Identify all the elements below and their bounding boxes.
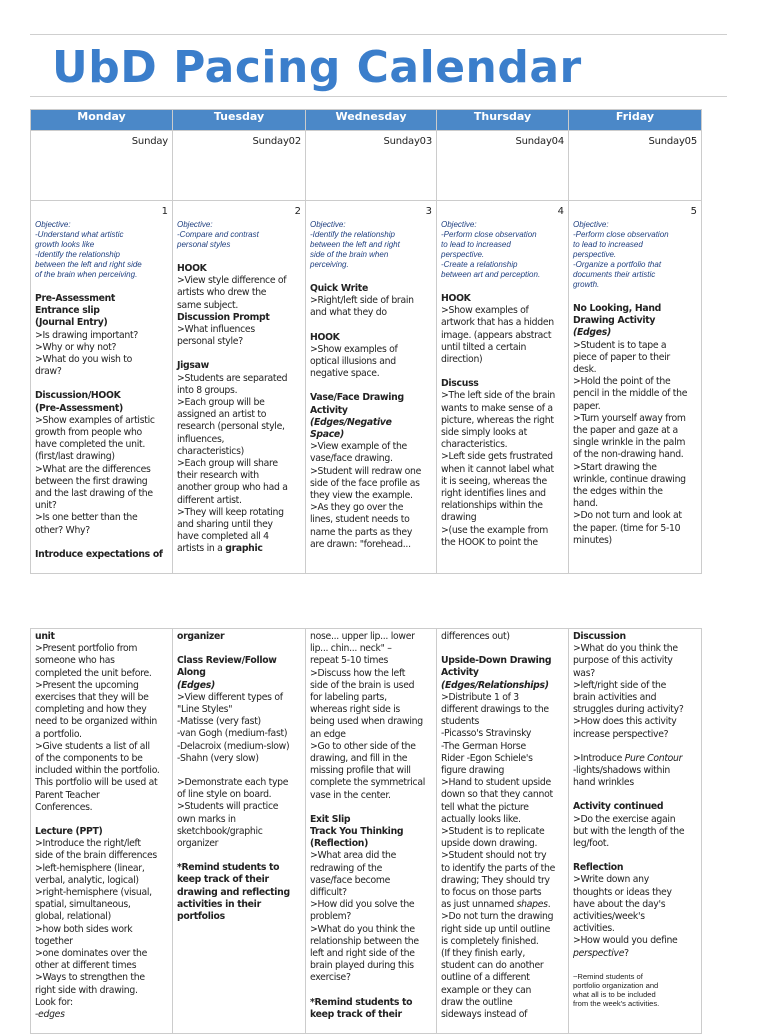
plan-text: >Introduce Pure Contour -lights/shadows within hand wrinkles — [573, 752, 683, 789]
day-cell — [569, 201, 702, 574]
plan-text: nose... upper lip... lower lip... chin... neck" – repeat 5-10 times >Discuss how the left side of the brain is used for labeling parts, whereas right side is being used when drawing an edge >Go to other side of the drawing, and fill in the missing profile that will complete the symmetrical vase in the center. — [310, 631, 426, 801]
plan-heading: Discussion Prompt — [177, 311, 270, 323]
objective-text: Objective: -Compare and contrast personal styles — [177, 220, 259, 249]
plan-block — [35, 826, 168, 1021]
continued-cell — [569, 629, 702, 1034]
continued-cell-content — [569, 629, 701, 1008]
plan-block — [310, 814, 432, 985]
objective-text: Objective: -Identify the relationship between the left and right side of the brain when perceiving. — [310, 220, 400, 269]
plan-text: >Student is to tape a piece of paper to their desk. >Hold the point of the pencil in the middle of the paper. >Turn yourself away from the paper and gaze at a single wrinkle in the palm of the non-drawing hand. >Start drawing the wrinkle, continue drawing the edges within the hand. >Do not turn and look at the paper. (time for 5-10 minutes) — [573, 339, 688, 546]
plan-heading: Jigsaw — [177, 360, 209, 372]
plan-heading: HOOK — [441, 293, 471, 304]
plan-text: >What area did the redrawing of the vase/face become difficult? >How did you solve the problem? >What do you think the relationship between the left and right side of the brain played during this exercise? — [310, 850, 419, 984]
objective-text: Objective: -Perform close observation to lead to increased perspective. -Create a relationship between art and perception. — [441, 220, 541, 279]
plan-text: >The left side of the brain wants to make sense of a picture, whereas the right side simply looks at characteristics. >Left side gets frustrated when it cannot label what it is seeing, whereas the right identifies lines and relationships within the drawing >(use the example from the HOOK to point the — [441, 390, 555, 548]
plan-text: >Do the exercise again but with the length of the leg/foot. — [573, 813, 685, 850]
day-number: 3 — [425, 206, 432, 217]
page-title: UbD Pacing Calendar — [52, 42, 582, 93]
continued-cell — [31, 629, 173, 1034]
continued-row — [31, 629, 702, 1034]
plan-block — [441, 655, 564, 1021]
header-friday: Friday — [569, 110, 702, 131]
week-date-cell: Sunday02 — [173, 131, 306, 201]
objective-text: Objective: -Perform close observation to lead to increased perspective. -Organize a portfolio that documents their artistic growth. — [573, 220, 669, 289]
plan-heading: HOOK — [177, 263, 207, 274]
plan-block — [35, 293, 168, 378]
reminder-note: ~Remind students of portfolio organization and what all is to be included from the week's activities. — [573, 971, 660, 1008]
plan-block — [310, 332, 432, 381]
day-plan-row — [31, 201, 702, 574]
plan-heading: *Remind students to keep track of their drawing and reflecting activities in their portfolios — [177, 862, 290, 923]
plan-text: >Show examples of artwork that has a hidden image. (appears abstract until tilted a certain direction) — [441, 305, 554, 366]
plan-text: >Distribute 1 of 3 different drawings to the students -Picasso's Stravinsky -The German Horse Rider -Egon Schiele's figure drawing >Hand to student upside down so that they cannot tell what the picture actually looks like. >Student is to replicate upside down drawing. >Student should not try to identify the parts of the drawing; They should try to focus on those parts as just unnamed shapes. >Do not turn the drawing right side up until outline is completely finished. (If they finish early, student can do another outline of a different example or they can draw the outline sideways instead of — [441, 691, 556, 1021]
plan-text: >View example of the vase/face drawing. >Student will redraw one side of the face profile as they view the example. >As they go over the lines, student needs to name the parts as they are drawn: "forehead... — [310, 441, 422, 550]
plan-block — [177, 263, 301, 348]
header-wednesday: Wednesday — [306, 110, 437, 131]
plan-text: -edges — [35, 1009, 65, 1021]
header-thursday: Thursday — [437, 110, 569, 131]
day-number: 4 — [557, 206, 564, 217]
plan-heading: (Edges) — [573, 327, 611, 339]
plan-heading: Quick Write — [310, 283, 368, 294]
plan-block — [35, 631, 168, 814]
plan-block — [573, 303, 697, 547]
continued-cell — [437, 629, 569, 1034]
plan-block — [441, 378, 564, 549]
day-cell-content — [306, 201, 436, 563]
day-cell-content — [569, 201, 701, 559]
day-cell — [173, 201, 306, 574]
calendar-table-continued — [30, 628, 702, 1034]
day-number: 2 — [294, 206, 301, 217]
day-number: 5 — [690, 206, 697, 217]
week-date-cell: Sunday03 — [306, 131, 437, 201]
plan-heading: Discussion/HOOK (Pre-Assessment) — [35, 390, 123, 414]
plan-text: >Show examples of optical illusions and negative space. — [310, 343, 398, 380]
plan-text: >Introduce the right/left side of the brain differences >left-hemisphere (linear, verbal, analytic, logical) >right-hemisphere (visual, spatial, simultaneous, global, relational) >how both sides work together >one dominates over the other at different times >Ways to strengthen the right side with drawing. Look for: — [35, 838, 157, 1008]
title-underline — [30, 96, 727, 97]
plan-block — [177, 777, 301, 850]
day-cell — [437, 201, 569, 574]
plan-block — [573, 753, 697, 790]
plan-text: >Present portfolio from someone who has completed the unit before. >Present the upcoming exercises that they will be completing and how they need to be organized within a portfolio. >Give students a list of all of the components to be included within the portfolio. This portfolio will be used at Parent Teacher Conferences. — [35, 643, 160, 813]
plan-heading: Discussion — [573, 631, 626, 642]
plan-heading: Upside-Down Drawing Activity — [441, 655, 552, 679]
plan-text: >Demonstrate each type of line style on board. >Students will practice own marks in sketchbook/graphic organizer — [177, 777, 289, 850]
plan-block — [310, 631, 432, 802]
plan-heading: Exit Slip Track You Thinking (Reflection) — [310, 813, 404, 850]
week-date-cell: Sunday04 — [437, 131, 569, 201]
continued-cell — [173, 629, 306, 1034]
weekday-header-row — [31, 110, 702, 131]
plan-heading: Pre-Assessment Entrance slip (Journal Entry) — [35, 293, 116, 329]
continued-cell-content — [173, 629, 305, 935]
day-cell-content — [437, 201, 568, 561]
header-tuesday: Tuesday — [173, 110, 306, 131]
plan-block — [177, 862, 301, 923]
plan-heading: *Remind students to keep track of their — [310, 996, 413, 1020]
plan-block — [177, 655, 301, 765]
header-monday: Monday — [31, 110, 173, 131]
plan-block — [310, 283, 432, 320]
plan-block — [573, 631, 697, 741]
plan-block — [177, 360, 301, 555]
plan-heading: organizer — [177, 631, 225, 642]
plan-block — [177, 631, 301, 643]
top-rule — [30, 34, 727, 35]
continued-cell-content — [31, 629, 172, 1033]
day-cell-content — [31, 201, 172, 573]
objective-text: Objective: -Understand what artistic growth looks like -Identify the relationship between the left and right side of the brain when perceiving. — [35, 220, 142, 279]
plan-block — [35, 549, 168, 561]
week-date-cell: Sunday — [31, 131, 173, 201]
plan-text: >Students are separated into 8 groups. >Each group will be assigned an artist to research (personal style, influences, characteristics) >Each group will share their research with another group who had a different artist. >They will keep rotating and sharing until they have completed all 4 artists in a graphic — [177, 372, 288, 555]
plan-block — [310, 392, 432, 551]
plan-heading: unit — [35, 631, 55, 642]
plan-text: >What do you think the purpose of this activity was? >left/right side of the brain activities and struggles during activity? >How does this activity increase perspective? — [573, 643, 684, 740]
plan-heading: (Edges/Relationships) — [441, 679, 549, 691]
plan-block — [441, 293, 564, 366]
plan-heading: Vase/Face Drawing Activity — [310, 392, 404, 416]
plan-heading: Reflection — [573, 862, 624, 874]
plan-heading: (Edges) — [177, 679, 215, 691]
plan-text: >Right/left side of brain and what they do — [310, 295, 414, 319]
plan-heading: HOOK — [310, 331, 340, 343]
plan-heading: Discuss — [441, 378, 479, 390]
plan-heading: Introduce expectations of — [35, 548, 163, 560]
plan-text: >Write down any thoughts or ideas they have about the day's activities/week's activities. >How would you define perspective? — [573, 874, 678, 959]
plan-heading: No Looking, Hand Drawing Activity — [573, 303, 662, 327]
plan-heading: (Edges/Negative Space) — [310, 416, 392, 441]
day-cell — [31, 201, 173, 574]
continued-cell-content — [306, 629, 436, 1033]
continued-cell-content — [437, 629, 568, 1033]
plan-block — [573, 862, 697, 960]
plan-heading: Class Review/Follow Along — [177, 655, 277, 679]
continued-cell — [306, 629, 437, 1034]
plan-text: differences out) — [441, 631, 510, 642]
plan-block — [441, 631, 564, 643]
plan-text: >Is drawing important? >Why or why not? >What do you wish to draw? — [35, 329, 138, 378]
day-cell — [306, 201, 437, 574]
plan-text: >View style difference of artists who drew the same subject. — [177, 275, 287, 311]
week-date-row — [31, 131, 702, 201]
plan-block — [573, 801, 697, 850]
plan-block — [35, 390, 168, 536]
plan-text: >What influences personal style? — [177, 324, 255, 348]
day-cell-content — [173, 201, 305, 568]
plan-heading: Lecture (PPT) — [35, 826, 103, 838]
plan-block — [310, 997, 432, 1021]
plan-heading: Activity continued — [573, 801, 664, 813]
day-number: 1 — [161, 206, 168, 217]
plan-text: >View different types of "Line Styles" -Matisse (very fast) -van Gogh (medium-fast) -Delacroix (medium-slow) -Shahn (very slow) — [177, 691, 290, 764]
week-date-cell: Sunday05 — [569, 131, 702, 201]
calendar-table — [30, 109, 702, 574]
plan-text: >Show examples of artistic growth from people who have completed the unit. (first/last drawing) >What are the differences between the first drawing and the last drawing of the unit? >Is one better than the other? Why? — [35, 414, 155, 536]
